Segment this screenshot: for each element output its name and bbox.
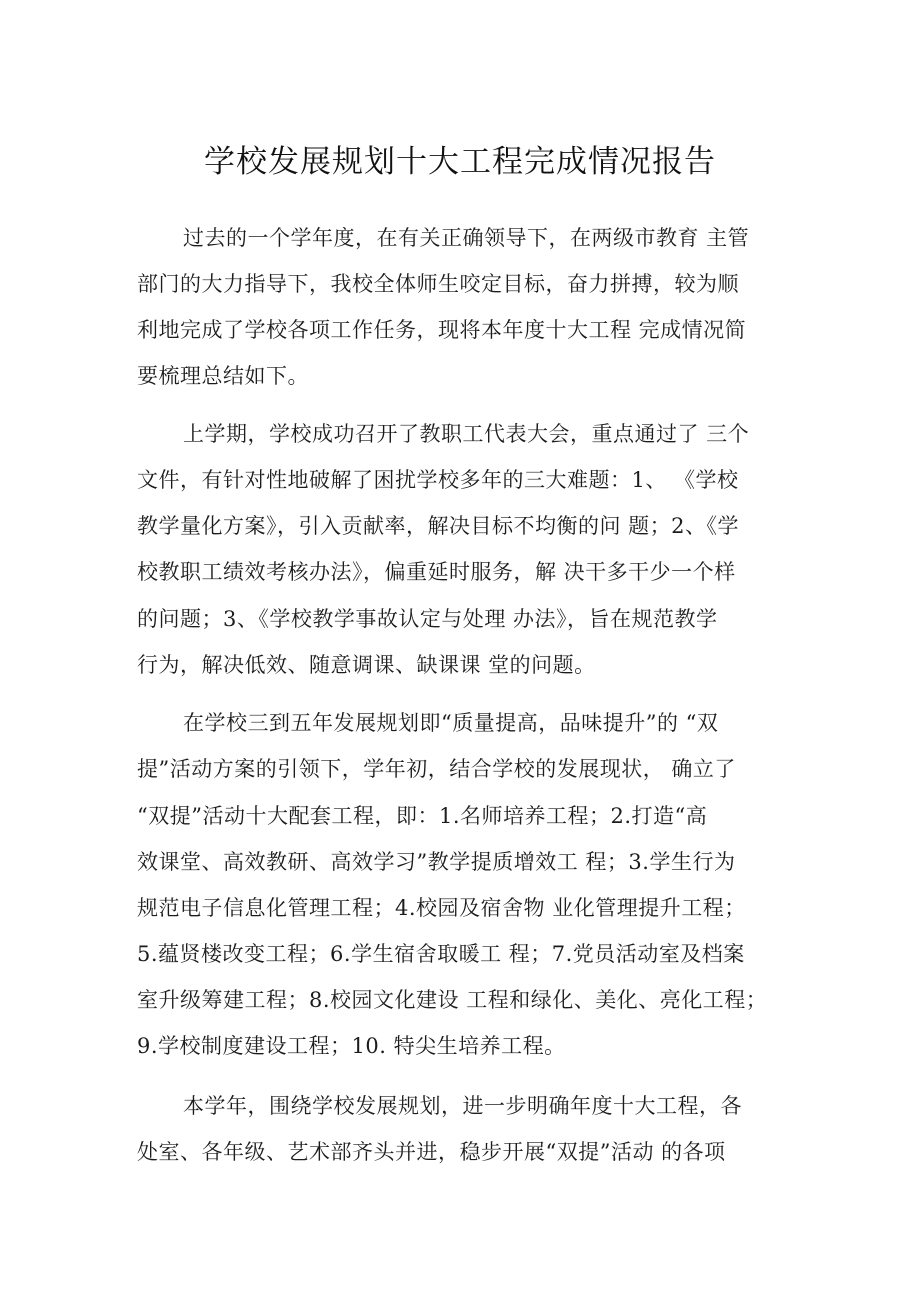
paragraph-2-line-2: 文件，有针对性地破解了困扰学校多年的三大难题：1、 《学校	[137, 468, 739, 492]
paragraph-2-line-4: 校教职工绩效考核办法》，偏重延时服务，解 决干多干少一个样	[137, 560, 736, 584]
paragraph-2-line-3: 教学量化方案》，引入贡献率，解决目标不均衡的问 题；2、《学	[137, 514, 740, 538]
paragraph-1-line-1: 过去的一个学年度，在有关正确领导下，在两级市教育 主管	[183, 226, 750, 250]
paragraph-1-line-3: 利地完成了学校各项工作任务，现将本年度十大工程 完成情况简	[137, 318, 747, 342]
paragraph-3-line-7: 室升级筹建工程；8.校园文化建设 工程和绿化、美化、亮化工程；	[137, 988, 768, 1012]
paragraph-3-line-6: 5.蕴贤楼改变工程；6.学生宿舍取暖工 程；7.党员活动室及档案	[137, 942, 745, 966]
document-title: 学校发展规划十大工程完成情况报告	[204, 144, 716, 180]
paragraph-2-line-6: 行为，解决低效、随意调课、缺课课 堂的问题。	[137, 653, 596, 677]
paragraph-2-line-1: 上学期，学校成功召开了教职工代表大会，重点通过了 三个	[183, 422, 750, 446]
paragraph-2-line-5: 的问题；3、《学校教学事故认定与处理 办法》，旨在规范教学	[137, 607, 718, 631]
paragraph-3-line-8: 9.学校制度建设工程；10. 特尖生培养工程。	[137, 1034, 566, 1058]
paragraph-3-line-1: 在学校三到五年发展规划即“质量提高，品味提升”的 “双	[183, 711, 719, 735]
paragraph-1-line-2: 部门的大力指导下，我校全体师生咬定目标，奋力拼搏，较为顺	[137, 272, 739, 296]
paragraph-4-line-1: 本学年，围绕学校发展规划，进一步明确年度十大工程，各	[183, 1094, 742, 1118]
paragraph-4-line-2: 处室、各年级、艺术部齐头并进，稳步开展“双提”活动 的各项	[137, 1140, 726, 1164]
paragraph-1-line-4: 要梳理总结如下。	[137, 364, 309, 388]
paragraph-3-line-5: 规范电子信息化管理工程；4.校园及宿舍物 业化管理提升工程；	[137, 896, 746, 920]
paragraph-3-line-2: 提”活动方案的引领下，学年初，结合学校的发展现状， 确立了	[137, 757, 736, 781]
paragraph-3-line-3: “双提”活动十大配套工程，即：1.名师培养工程；2.打造“高	[137, 804, 708, 828]
paragraph-3-line-4: 效课堂、高效教研、高效学习”教学提质增效工 程；3.学生行为	[137, 850, 736, 874]
